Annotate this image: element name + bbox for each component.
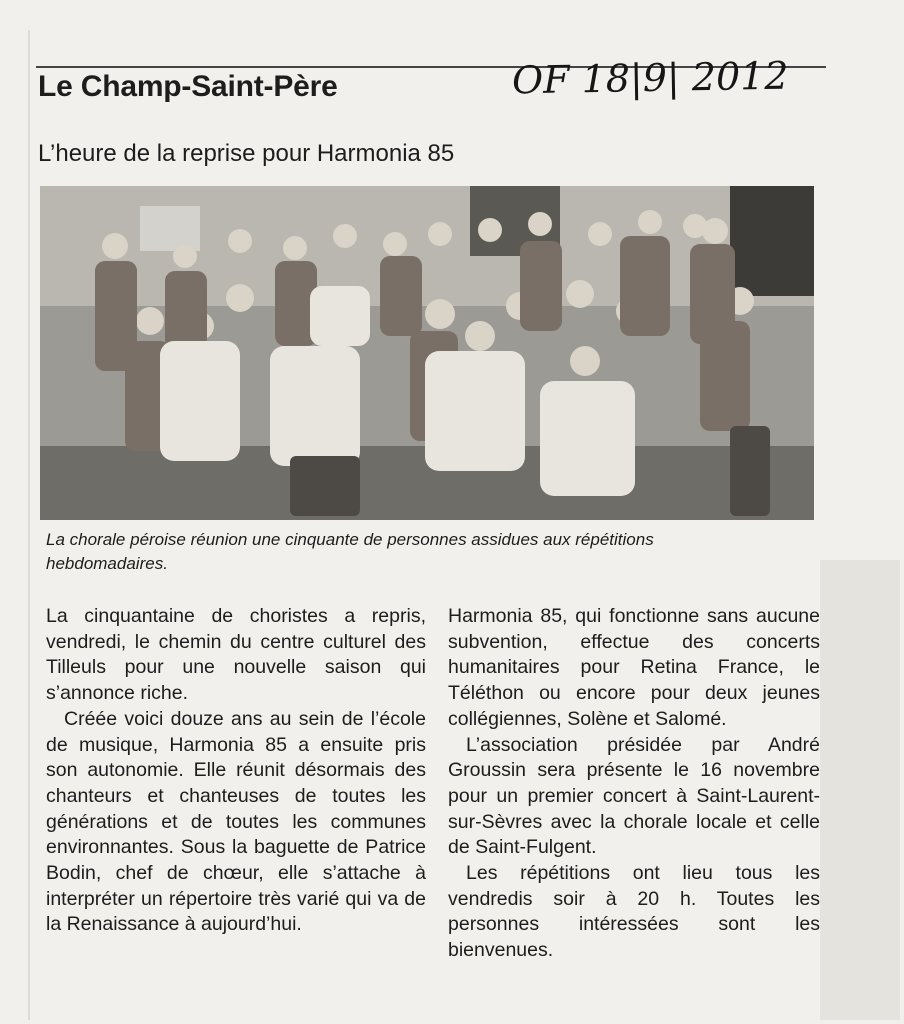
paragraph: Les répétitions ont lieu tous les vendredis soir à 20 h. Toutes les personnes intéressées sont les bienvenues. (448, 862, 820, 962)
paragraph: Créée voici douze ans au sein de l’école de musique, Harmonia 85 a ensuite pris son autonomie. Elle réunit désormais des chanteurs et chanteuses de toutes les générations et de toutes les communes environnantes. Sous la baguette de Patrice Bodin, chef de chœur, elle s’attache à interpréter un répertoire très varié qui va de la Renaissance à aujourd’hui. (46, 707, 426, 936)
group-photo-illustration (40, 186, 814, 520)
article-headline: L’heure de la reprise pour Harmonia 85 (38, 140, 455, 167)
handwritten-source-note: OF 18|9| 2012 (511, 53, 789, 103)
paragraph: L’association présidée par André Groussin sera présente le 16 novembre pour un premier concert à Saint-Laurent-sur-Sèvres avec la chorale locale et celle de Saint-Fulgent. (448, 733, 820, 859)
photo-caption: La chorale péroise réunion une cinquante de personnes assidues aux répétitions hebdomadaires. (46, 530, 654, 573)
group-photo (40, 186, 814, 520)
article-column-left (46, 604, 426, 938)
paragraph: La cinquantaine de choristes a repris, vendredi, le chemin du centre culturel des Tilleuls pour une nouvelle saison qui s’annonce riche. (46, 605, 426, 705)
page-edge-shadow (28, 30, 30, 1020)
bleed-through-area (820, 560, 900, 1020)
paragraph: Harmonia 85, qui fonctionne sans aucune subvention, effectue des concerts humanitaires pour Retina France, le Téléthon ou encore pour deux jeunes collégiennes, Solène et Salomé. (448, 605, 820, 730)
locality-heading: Le Champ-Saint-Père (38, 70, 338, 103)
article-column-right (448, 604, 820, 964)
